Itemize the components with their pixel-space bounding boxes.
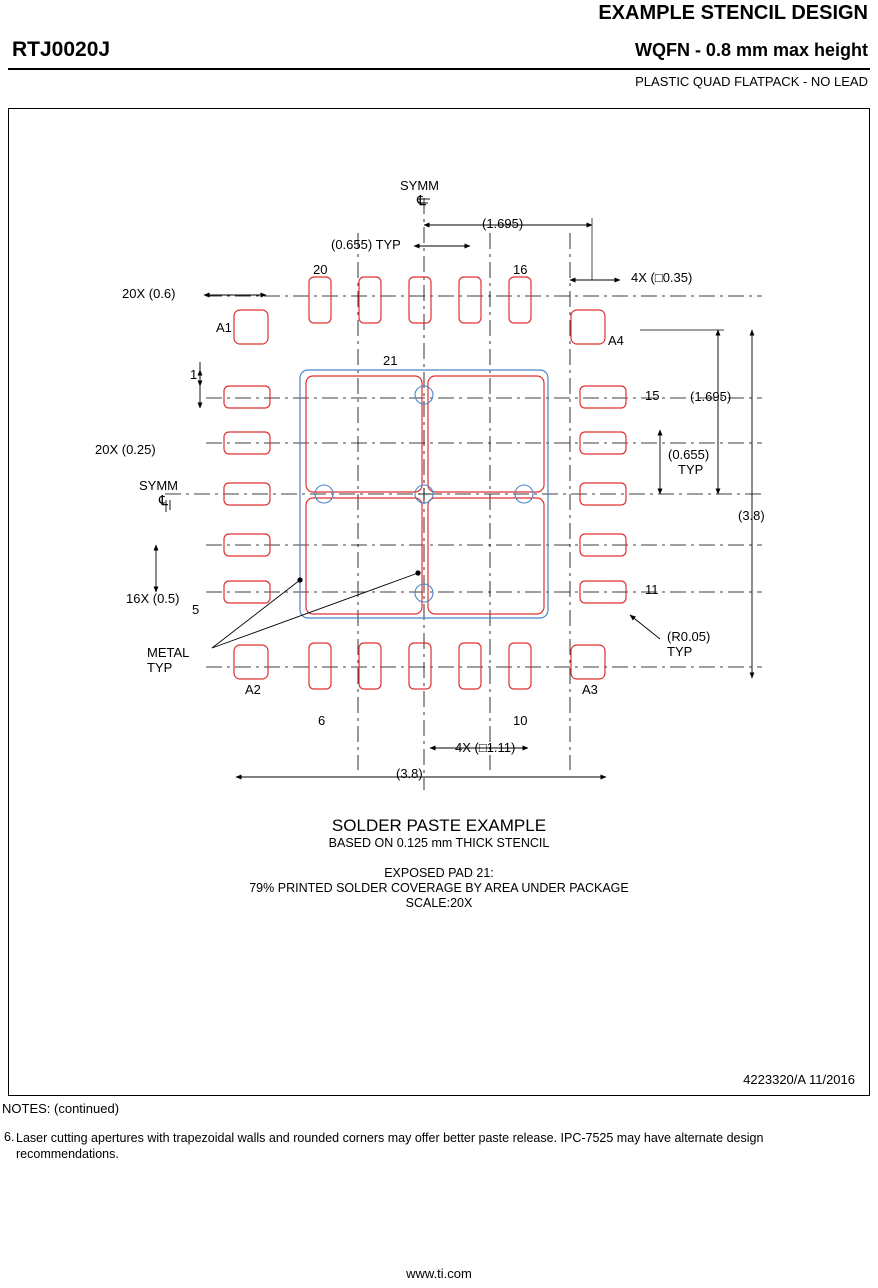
dim-20x-025: 20X (0.25) <box>95 442 156 457</box>
corner-a2-label: A2 <box>245 682 261 697</box>
caption-line3: 79% PRINTED SOLDER COVERAGE BY AREA UNDER PACKAGE <box>249 881 629 895</box>
pin-15-label: 15 <box>645 388 660 403</box>
dim-4x-111: 4X (□1.11) <box>455 740 516 755</box>
header-divider <box>8 68 870 70</box>
document-id: 4223320/A 11/2016 <box>743 1072 855 1087</box>
dim-38-right: (3.8) <box>738 508 765 523</box>
part-number: RTJ0020J <box>12 38 111 61</box>
pin-5-label: 5 <box>192 602 200 617</box>
dim-0655-right-typ: TYP <box>678 462 704 477</box>
note-text: Laser cutting apertures with trapezoidal walls and rounded corners may offer better paste release. IPC-7525 may have alternate design recommendations. <box>16 1131 764 1161</box>
package-subtitle: PLASTIC QUAD FLATPACK - NO LEAD <box>635 74 868 89</box>
pin-11-label: 11 <box>645 582 659 597</box>
pin-20-label: 20 <box>313 262 328 277</box>
notes-heading: NOTES: (continued) <box>2 1101 120 1116</box>
symm-left-glyph: ℄ <box>159 492 168 508</box>
pin-6-label: 6 <box>318 713 326 728</box>
radius-typ-label: TYP <box>667 644 693 659</box>
metal-typ-label: TYP <box>147 660 173 675</box>
pin-1-label: 1 <box>190 367 198 382</box>
page-title: EXAMPLE STENCIL DESIGN <box>598 2 868 24</box>
dim-1695-top: (1.695) <box>482 216 524 231</box>
corner-a3-label: A3 <box>582 682 598 697</box>
dim-4x-035: 4X (□0.35) <box>631 270 693 285</box>
caption-title: SOLDER PASTE EXAMPLE <box>331 816 547 835</box>
pin-16-label: 16 <box>513 262 528 277</box>
dim-1695-right: (1.695) <box>690 389 732 404</box>
dim-38-bottom: (3.8) <box>396 766 423 781</box>
pad-21-label: 21 <box>383 353 398 368</box>
symm-top-glyph: ℄ <box>417 192 426 208</box>
note-number: 6. <box>4 1130 15 1144</box>
caption-line1: BASED ON 0.125 mm THICK STENCIL <box>328 836 550 850</box>
caption-line2: EXPOSED PAD 21: <box>384 866 494 880</box>
corner-a4-label: A4 <box>608 333 624 348</box>
radius-label: (R0.05) <box>667 629 711 644</box>
package-title: WQFN - 0.8 mm max height <box>634 40 868 60</box>
dim-20x-06: 20X (0.6) <box>122 286 176 301</box>
dim-0655-right: (0.655) <box>668 447 710 462</box>
dim-16x-05: 16X (0.5) <box>126 591 180 606</box>
metal-label: METAL <box>147 645 190 660</box>
caption-line4: SCALE:20X <box>405 896 473 910</box>
dim-0655-typ-top: (0.655) TYP <box>331 237 401 252</box>
pin-10-label: 10 <box>513 713 528 728</box>
footer-url[interactable]: www.ti.com <box>406 1266 472 1281</box>
symm-top-label: SYMM <box>400 178 439 193</box>
symm-left-label: SYMM <box>139 478 178 493</box>
corner-a1-label: A1 <box>216 320 232 335</box>
